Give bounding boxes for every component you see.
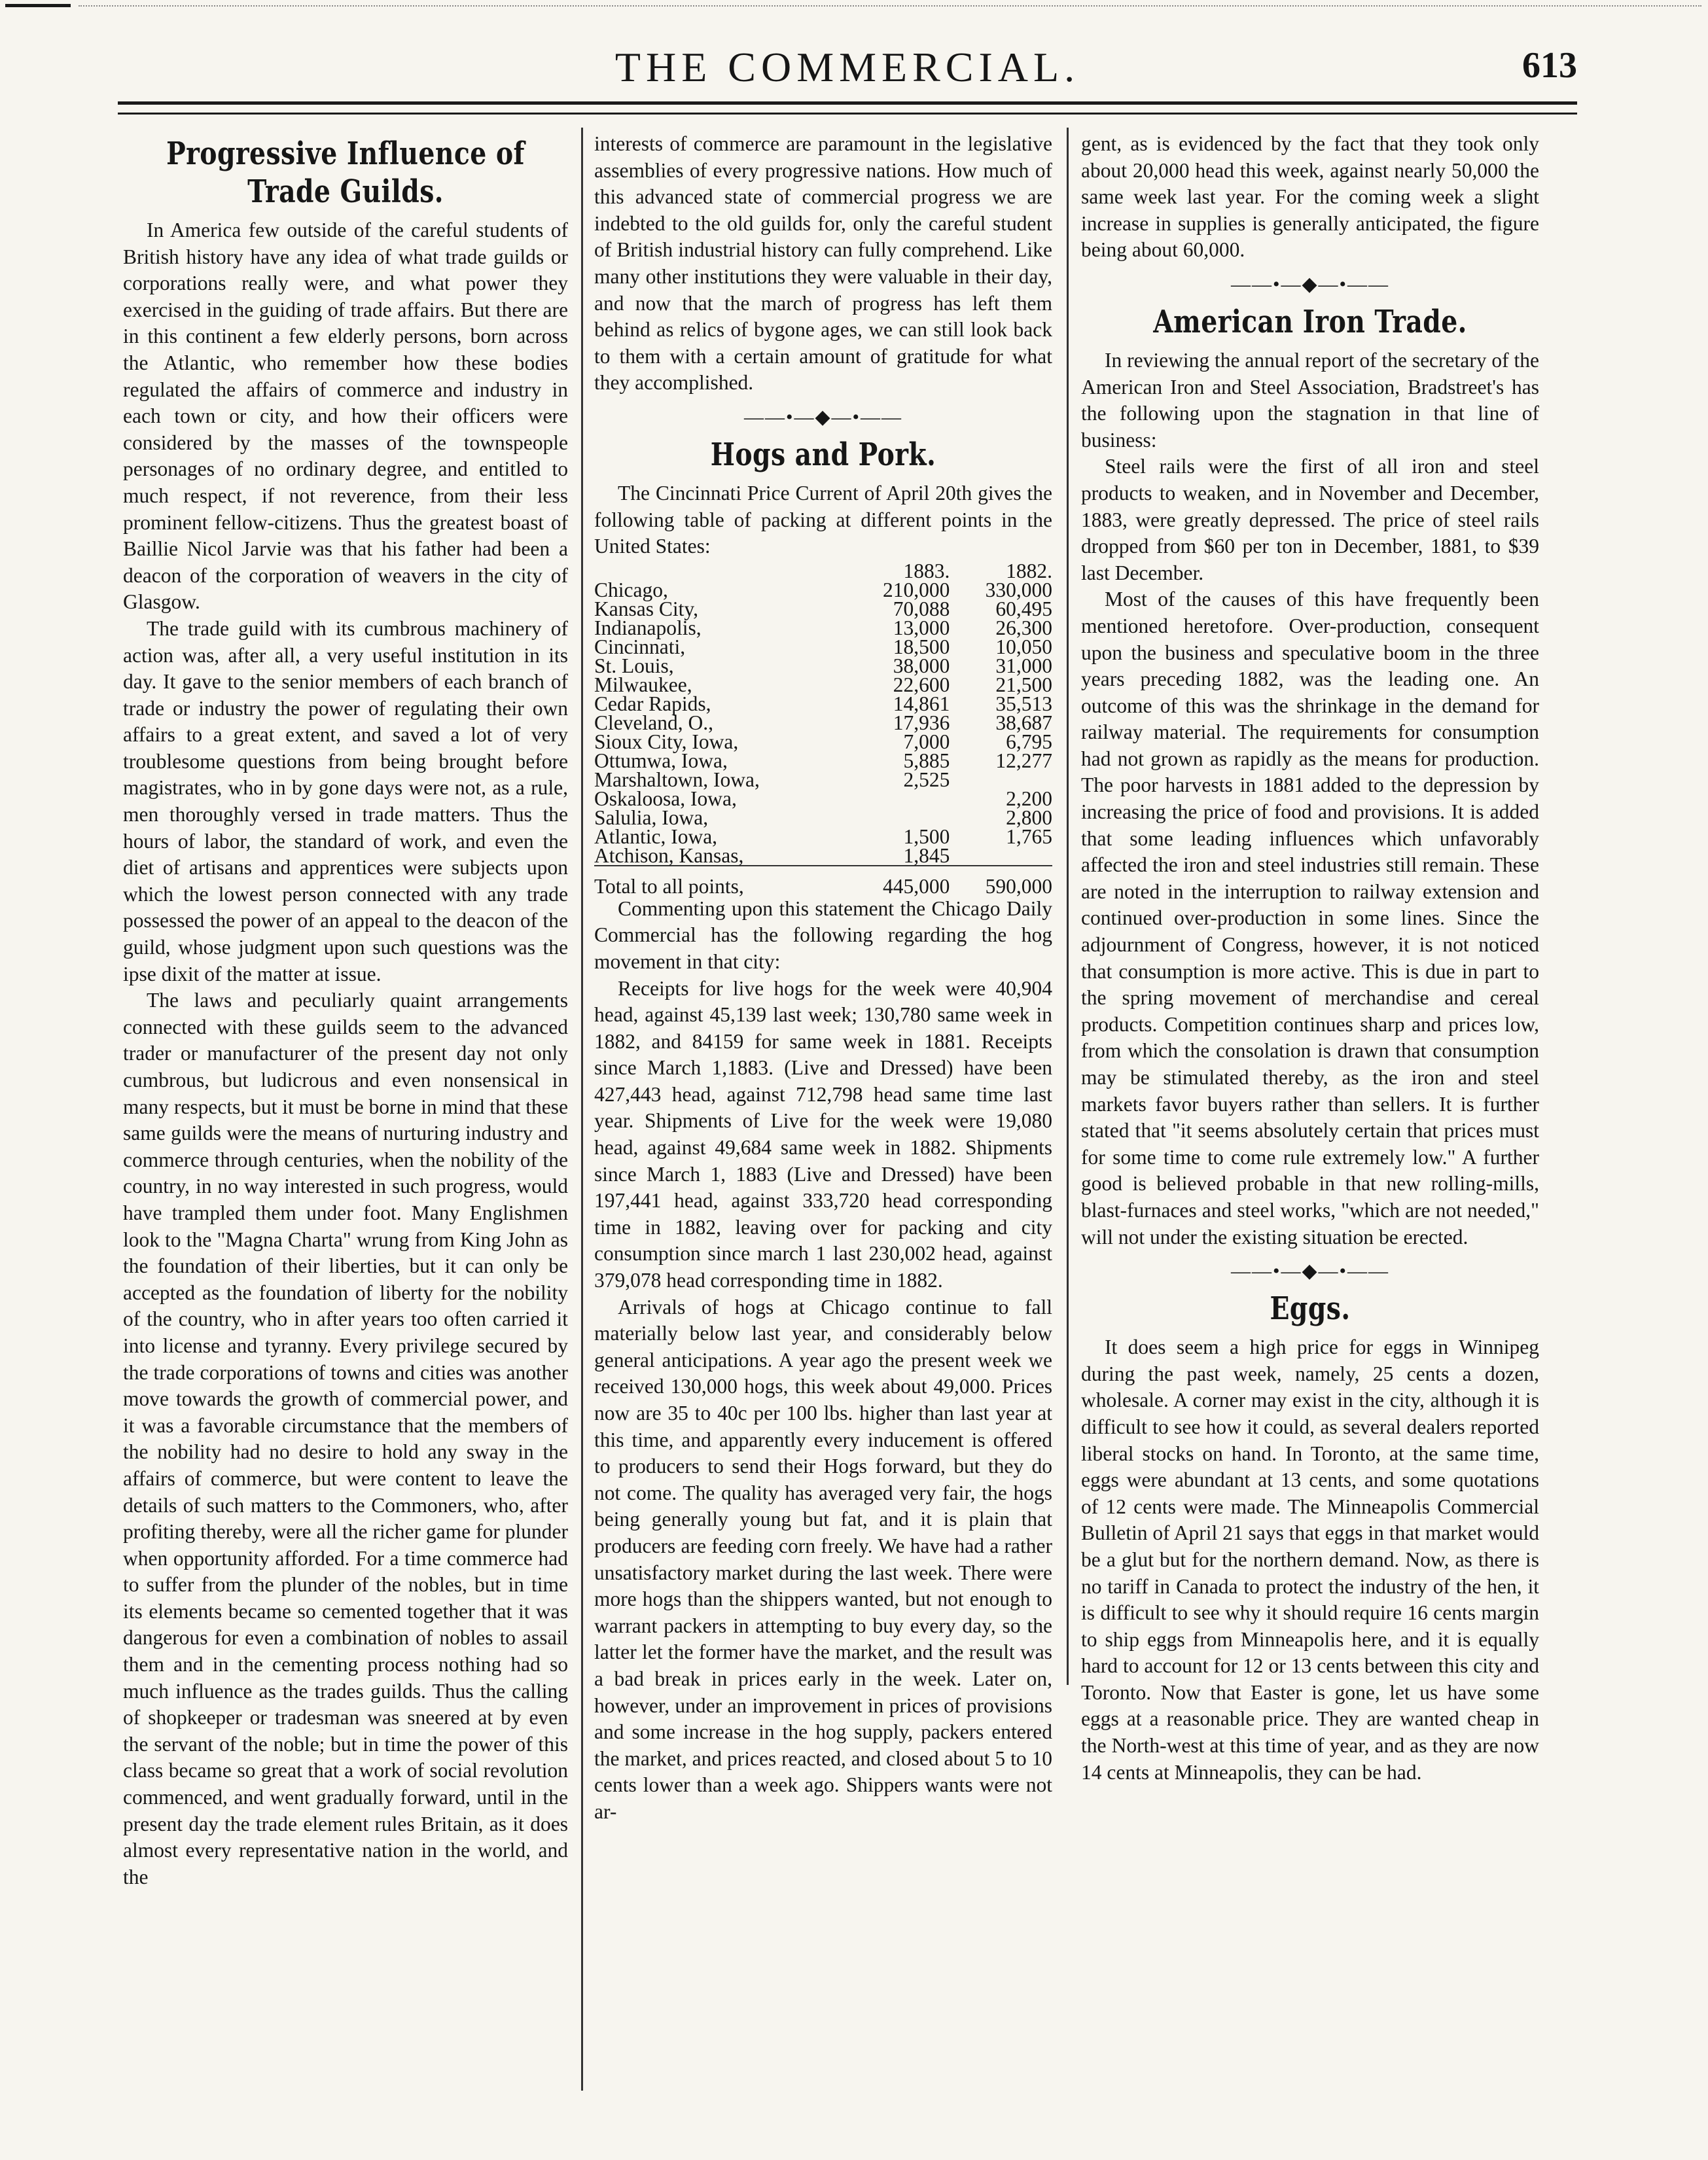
place-cell: Oskaloosa, Iowa, bbox=[594, 787, 737, 810]
article-title-iron: American Iron Trade. bbox=[1153, 303, 1467, 340]
value-1882-cell: 26,300 bbox=[995, 616, 1052, 639]
section-divider: ——•—◆—•—— bbox=[743, 406, 903, 428]
place-cell: Cleveland, O., bbox=[594, 711, 713, 734]
page-number: 613 bbox=[1522, 45, 1577, 86]
column-2 bbox=[594, 131, 1052, 2133]
article-paragraph: Receipts for live hogs for the week were 40,904 head, against 45,139 last week; 130,780 same week in 1882, and 84159 for same week in 1881. Receipts since March 1,1883. (Live and Dressed) have been 427,443 head, against 712,798 head same time last year. Shipments of Live for the week were 19,080 head, against 49,684 same week in 1882. Shipments since March 1, 1883 (Live and Dressed) have been 197,441 head, against 333,720 head corresponding time in 1882, leaving over for packing and city consumption since march 1 last 230,002 head, against 379,078 head corresponding time in 1882. bbox=[594, 976, 1052, 1292]
value-1883-cell: 1,500 bbox=[903, 824, 950, 848]
article-paragraph: It does seem a high price for eggs in Winnipeg during the past week, namely, 25 cents a dozen, wholesale. A corner may exist in the city, although it is difficult to see how it could, as several dealers reported liberal stocks on hand. In Toronto, at the same time, eggs were abundant at 13 cents, and some quotations of 12 cents were made. The Minneapolis Commercial Bulletin of April 21 says that eggs in that market would be a glut but for the northern demand. Now, as there is no tariff in Canada to protect the industry of the hen, it is difficult to see why it should require 16 cents margin to ship eggs from Minneapolis here, and it is equally hard to account for 12 or 13 cents between this city and Toronto. Now that Easter is gone, let us have some eggs at a reasonable price. They are wanted cheap in the North-west at this time of year, and as they are now 14 cents at Minneapolis, they can be had. bbox=[1081, 1336, 1539, 1784]
place-cell: Salulia, Iowa, bbox=[594, 806, 709, 829]
column-rule bbox=[581, 128, 583, 2091]
value-1882-cell: 6,795 bbox=[1006, 730, 1052, 753]
table-header-row bbox=[594, 561, 1052, 580]
value-1882-cell: 60,495 bbox=[995, 597, 1052, 620]
table-row bbox=[594, 713, 1052, 732]
table-row bbox=[594, 656, 1052, 675]
article-title-eggs: Eggs. bbox=[1270, 1290, 1351, 1328]
column-rule bbox=[1067, 128, 1069, 1685]
top-edge-dots bbox=[79, 5, 1701, 7]
header-rule-thick bbox=[118, 101, 1577, 105]
article-paragraph: The laws and peculiarly quaint arrangements connected with these guilds seem to the advanced trader or manufacturer of the present day not only cumbrous, but ludicrous and even nonsensical in many respects, but it must be borne in mind that these same guilds were the means of nurturing industry and commerce through centuries, when the nobility of the country, in no way interested in such progress, would have trampled them under foot. Many Englishmen look to the "Magna Charta" wrung from King John as the foundation of their liberties, but it can only be accepted as the foundation of liberty for the nobility of the country, who in after years too often carried it into license and tyranny. Every privilege secured by the trade corporations of towns and cities was another move towards the growth of commercial power, and it was a favorable circumstance that the members of the nobility had no desire to hold any sway in the affairs of commerce, but were content to leave the details of such matters to the Commoners, who, after profiting thereby, were all the richer game for plunder when opportunity afforded. For a time commerce had to suffer from the plunder of the nobles, but in time its elements became so cemented together that it was dangerous for even a combination of nobles to assail them and in the cementing process nothing had so much influence as the trades guilds. Thus the calling of shopkeeper or tradesman was sneered at by even the servant of the noble; but in time the power of this class became so great that a work of social revolution commenced, and went gradually forward, until in the present day the trade element rules Britain, as it does almost every representative nation in the world, and the bbox=[123, 989, 568, 1888]
value-1883-cell bbox=[847, 789, 950, 808]
value-1883-cell: 17,936 bbox=[893, 711, 950, 734]
table-row bbox=[594, 580, 1052, 599]
header-rule-thin bbox=[118, 113, 1577, 115]
article-paragraph: gent, as is evidenced by the fact that they took only about 20,000 head this week, against nearly 50,000 the same week last year. For the coming week a slight increase in supplies is generally anticipated, the figure being about 60,000. bbox=[1081, 132, 1539, 262]
table-row bbox=[594, 732, 1052, 751]
place-cell: Ottumwa, Iowa, bbox=[594, 749, 728, 772]
table-row bbox=[594, 808, 1052, 827]
article-paragraph: Commenting upon this statement the Chicago Daily Commercial has the following regarding the hog movement in that city: bbox=[594, 896, 1052, 973]
table-row bbox=[594, 751, 1052, 770]
article-title-hogs: Hogs and Pork. bbox=[710, 436, 936, 473]
column-1 bbox=[123, 131, 568, 2133]
place-cell: Atlantic, Iowa, bbox=[594, 824, 718, 848]
value-1882-cell: 2,200 bbox=[1006, 787, 1052, 810]
value-1882-cell bbox=[950, 770, 1052, 789]
page-header bbox=[118, 39, 1577, 98]
masthead: THE COMMERCIAL. bbox=[614, 44, 1080, 90]
place-cell: Indianapolis, bbox=[594, 616, 702, 639]
top-edge-rule bbox=[5, 4, 71, 7]
place-cell: Cedar Rapids, bbox=[594, 692, 711, 715]
value-1883-cell: 1,845 bbox=[903, 843, 950, 867]
table-row bbox=[594, 789, 1052, 808]
value-1882-cell: 38,687 bbox=[995, 711, 1052, 734]
column-header-1883: 1883. bbox=[903, 559, 950, 582]
place-cell: Kansas City, bbox=[594, 597, 698, 620]
place-cell: Chicago, bbox=[594, 578, 668, 601]
value-1883-cell: 13,000 bbox=[893, 616, 950, 639]
value-1883-cell: 7,000 bbox=[903, 730, 950, 753]
article-paragraph: Most of the causes of this have frequently been mentioned heretofore. Over-production, consequent upon the business and speculative boom in the three years preceding 1882, was the leading one. An outcome of this was the shrinkage in the demand for railway material. The requirements for consumption had not grown as rapidly as the means for production. The poor harvests in 1881 added to the depression by increasing the price of food and provisions. It is added that some leading influences which unfavorably affected the iron and steel industries still remain. These are noted in the interruption to railway extension and continued over-production in some lines. Since the adjournment of Congress, however, it is not noticed that consumption is more active. This is due in part to the spring movement of merchandise and cereal products. Competition continues sharp and prices low, from which the consolation is drawn that consumption may be stimulated thereby, as the iron and steel markets favor buyers rather than sellers. It is further stated that "it seems absolutely certain that prices must for some time to come rule extremely low." A further good is believed probable in that new rolling-mills, blast-furnaces and steel works, "which are not needed," will not under the existing situation be erected. bbox=[1081, 588, 1539, 1248]
value-1883-cell: 5,885 bbox=[903, 749, 950, 772]
value-1882-cell: 31,000 bbox=[995, 654, 1052, 677]
total-1882: 590,000 bbox=[985, 874, 1052, 898]
value-1882-cell: 21,500 bbox=[995, 673, 1052, 696]
column-header-1882: 1882. bbox=[1006, 559, 1052, 582]
table-row bbox=[594, 637, 1052, 656]
article-title-guilds: Progressive Influence of Trade Guilds. bbox=[166, 135, 525, 210]
table-row bbox=[594, 599, 1052, 618]
value-1883-cell bbox=[847, 808, 950, 827]
value-1882-cell: 2,800 bbox=[1006, 806, 1052, 829]
place-cell: Marshaltown, Iowa, bbox=[594, 768, 760, 791]
table-row bbox=[594, 694, 1052, 713]
value-1883-cell: 38,000 bbox=[893, 654, 950, 677]
article-paragraph: Steel rails were the first of all iron and steel products to weaken, and in November and December, 1883, were greatly depressed. The price of steel rails dropped from $60 per ton in December, 1881, to $39 last December. bbox=[1081, 455, 1539, 584]
table-total-row bbox=[594, 866, 1052, 896]
table-row bbox=[594, 827, 1052, 846]
value-1882-cell: 1,765 bbox=[1006, 824, 1052, 848]
article-paragraph: The Cincinnati Price Current of April 20th gives the following table of packing at different points in the United States: bbox=[594, 481, 1052, 558]
value-1882-cell: 12,277 bbox=[995, 749, 1052, 772]
value-1883-cell: 2,525 bbox=[903, 768, 950, 791]
total-1883: 445,000 bbox=[883, 874, 950, 898]
packing-table bbox=[594, 561, 1052, 896]
place-cell: St. Louis, bbox=[594, 654, 674, 677]
place-cell: Atchison, Kansas, bbox=[594, 843, 744, 867]
table-row bbox=[594, 675, 1052, 694]
value-1882-cell bbox=[950, 846, 1052, 866]
article-paragraph: The trade guild with its cumbrous machinery of action was, after all, a very useful institution in its day. It gave to the senior members of each branch of trade or industry the power of regulating their own affairs to a great extent, and saved a lot of very troublesome questions from being brought before magistrates, who in by gone days were not, as a rule, men thoroughly versed in trade matters. Thus the hours of labor, the standard of work, and even the diet of artisans and apprentices were subjects upon which the lowest person connected with any trade possessed the power of an appeal to the deacon of the guild, whose judgment upon such questions was the ipse dixit of the matter at issue. bbox=[123, 616, 568, 985]
value-1882-cell: 10,050 bbox=[995, 635, 1052, 658]
place-cell: Sioux City, Iowa, bbox=[594, 730, 739, 753]
value-1883-cell: 210,000 bbox=[883, 578, 950, 601]
table-row bbox=[594, 618, 1052, 637]
place-cell: Milwaukee, bbox=[594, 673, 692, 696]
table-row bbox=[594, 770, 1052, 789]
article-paragraph: Arrivals of hogs at Chicago continue to fall materially below last year, and considerably below general anticipations. A year ago the present week we received 130,000 hogs, this week about 49,000. Prices now are 35 to 40c per 100 lbs. higher than last year at this time, and apparently every inducement is offered to producers to send their Hogs forward, but they do not come. The quality has averaged very fair, the hogs being generally young but fat, and it is plain that producers are feeding corn freely. We have had a rather unsatisfactory market during the last week. There were more hogs than the shippers wanted, but not enough to warrant packers in attempting to buy every day, so the latter let the former have the market, and the result was a bad break in prices early in the week. Later on, however, under an improvement in prices of provisions and some increase in the hog supply, packers entered the market, and prices reacted, and closed about 5 to 10 cents lower than a week ago. Shippers wants were not ar- bbox=[594, 1295, 1052, 1823]
article-paragraph: In America few outside of the careful students of British history have any idea of what trade guilds or corporations really were, and what power they exercised in the guiding of trade affairs. But there are in this continent a few elderly persons, born across the Atlantic, who remember how these bodies regulated the affairs of commerce and industry in each town or city, and how their officers were considered by the masses of the townspeople personages of no ordinary degree, and entitled to much respect, if not reverence, from their less prominent fellow-citizens. Thus the greatest boast of Baillie Nicol Jarvie was that his father had been a deacon of the corporation of weavers in the city of Glasgow. bbox=[123, 219, 568, 614]
value-1882-cell: 35,513 bbox=[995, 692, 1052, 715]
article-paragraph: In reviewing the annual report of the secretary of the American Iron and Steel Association, Bradstreet's has the following upon the stagnation in that line of business: bbox=[1081, 348, 1539, 451]
value-1883-cell: 14,861 bbox=[893, 692, 950, 715]
table-row bbox=[594, 846, 1052, 866]
value-1883-cell: 22,600 bbox=[893, 673, 950, 696]
column-3 bbox=[1081, 131, 1539, 2133]
value-1883-cell: 70,088 bbox=[893, 597, 950, 620]
article-paragraph: interests of commerce are paramount in the legislative assemblies of every progressive nations. How much of this advanced state of commercial progress we are indebted to the old guilds for, only the careful student of British industrial history can fully comprehend. Like many other institutions they were valuable in their day, and now that the march of progress has left them behind as relics of bygone ages, we can still look back to them with a certain amount of gratitude for what they accomplished. bbox=[594, 132, 1052, 395]
section-divider: ——•—◆—•—— bbox=[1230, 273, 1390, 295]
value-1883-cell: 18,500 bbox=[893, 635, 950, 658]
place-cell: Cincinnati, bbox=[594, 635, 686, 658]
total-label: Total to all points, bbox=[594, 874, 744, 898]
section-divider: ——•—◆—•—— bbox=[1230, 1260, 1390, 1283]
value-1882-cell: 330,000 bbox=[985, 578, 1052, 601]
